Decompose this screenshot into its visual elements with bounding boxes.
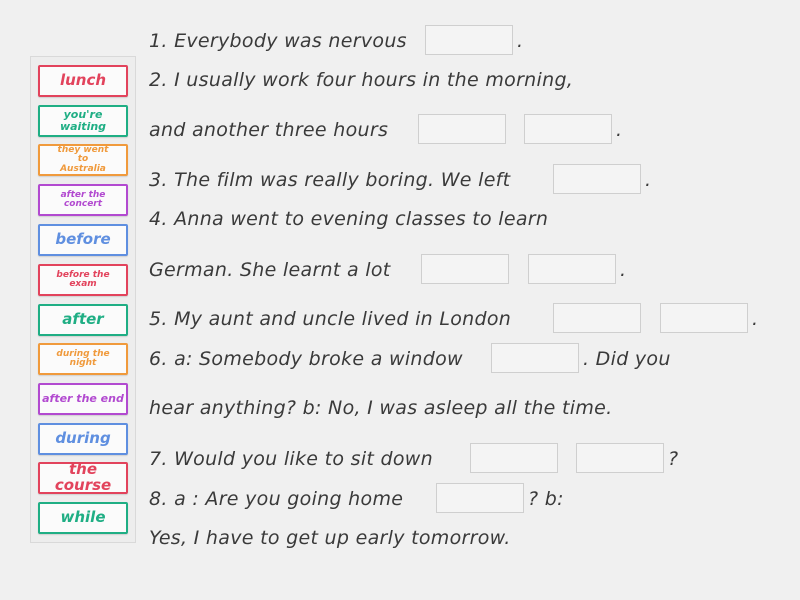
tile-label: lunch (59, 71, 107, 90)
word-tile-during[interactable] (38, 423, 128, 455)
sentence-punct: ? (668, 448, 679, 470)
tile-label: during (55, 429, 111, 448)
tile-label: after (62, 310, 104, 329)
sentence-text: 6. a: Somebody broke a window (149, 348, 463, 370)
word-tile-after-the-end[interactable] (38, 383, 128, 415)
word-tile-the-course[interactable] (38, 462, 128, 494)
tile-label: they went to Australia (57, 144, 109, 174)
sentence-text: Yes, I have to get up early tomorrow. (149, 527, 511, 549)
word-tile-lunch[interactable] (38, 65, 128, 97)
answer-blank[interactable] (491, 343, 579, 373)
sentence-text: ? b: (528, 488, 564, 510)
sentence-text: and another three hours (149, 119, 389, 141)
tile-label: before the exam (56, 269, 110, 289)
word-tile-while[interactable] (38, 502, 128, 534)
sentence-text: 4. Anna went to evening classes to learn (149, 208, 549, 230)
tile-label: you're waiting (59, 108, 107, 133)
tile-label: during the night (56, 348, 110, 368)
word-tile-youre-waiting[interactable] (38, 105, 128, 137)
word-bank (30, 56, 136, 543)
sentence-punct: . (620, 259, 627, 281)
answer-blank[interactable] (528, 254, 616, 284)
answer-blank[interactable] (421, 254, 509, 284)
word-tile-before-the-exam[interactable] (38, 264, 128, 296)
tile-label: after the end (42, 392, 124, 406)
sentence-text: 5. My aunt and uncle lived in London (149, 308, 512, 330)
answer-blank[interactable] (553, 303, 641, 333)
sentence-punct: . (645, 169, 652, 191)
word-tile-before[interactable] (38, 224, 128, 256)
tile-label: the course (54, 460, 112, 494)
answer-blank[interactable] (660, 303, 748, 333)
answer-blank[interactable] (425, 25, 513, 55)
sentence-punct: . (616, 119, 623, 141)
sentence-text: hear anything? b: No, I was asleep all the time. (149, 397, 613, 419)
answer-blank[interactable] (418, 114, 506, 144)
word-tile-after-the-concert[interactable] (38, 184, 128, 216)
sentence-text: 7. Would you like to sit down (149, 448, 433, 470)
sentence-punct: . (517, 30, 524, 52)
answer-blank[interactable] (576, 443, 664, 473)
sentence-text: . Did you (583, 348, 671, 370)
sentence-text: German. She learnt a lot (149, 259, 391, 281)
answer-blank[interactable] (524, 114, 612, 144)
answer-blank[interactable] (553, 164, 641, 194)
answer-blank[interactable] (436, 483, 524, 513)
sentence-punct: . (752, 308, 759, 330)
sentence-text: 2. I usually work four hours in the morning, (149, 69, 574, 91)
word-tile-they-went-to-australia[interactable] (38, 144, 128, 176)
sentence-text: 1. Everybody was nervous (149, 30, 407, 52)
word-tile-during-the-night[interactable] (38, 343, 128, 375)
sentence-text: 8. a : Are you going home (149, 488, 404, 510)
tile-label: before (55, 230, 111, 249)
word-tile-after[interactable] (38, 304, 128, 336)
sentence-text: 3. The film was really boring. We left (149, 169, 511, 191)
tile-label: while (60, 508, 106, 527)
answer-blank[interactable] (470, 443, 558, 473)
tile-label: after the concert (60, 189, 106, 209)
